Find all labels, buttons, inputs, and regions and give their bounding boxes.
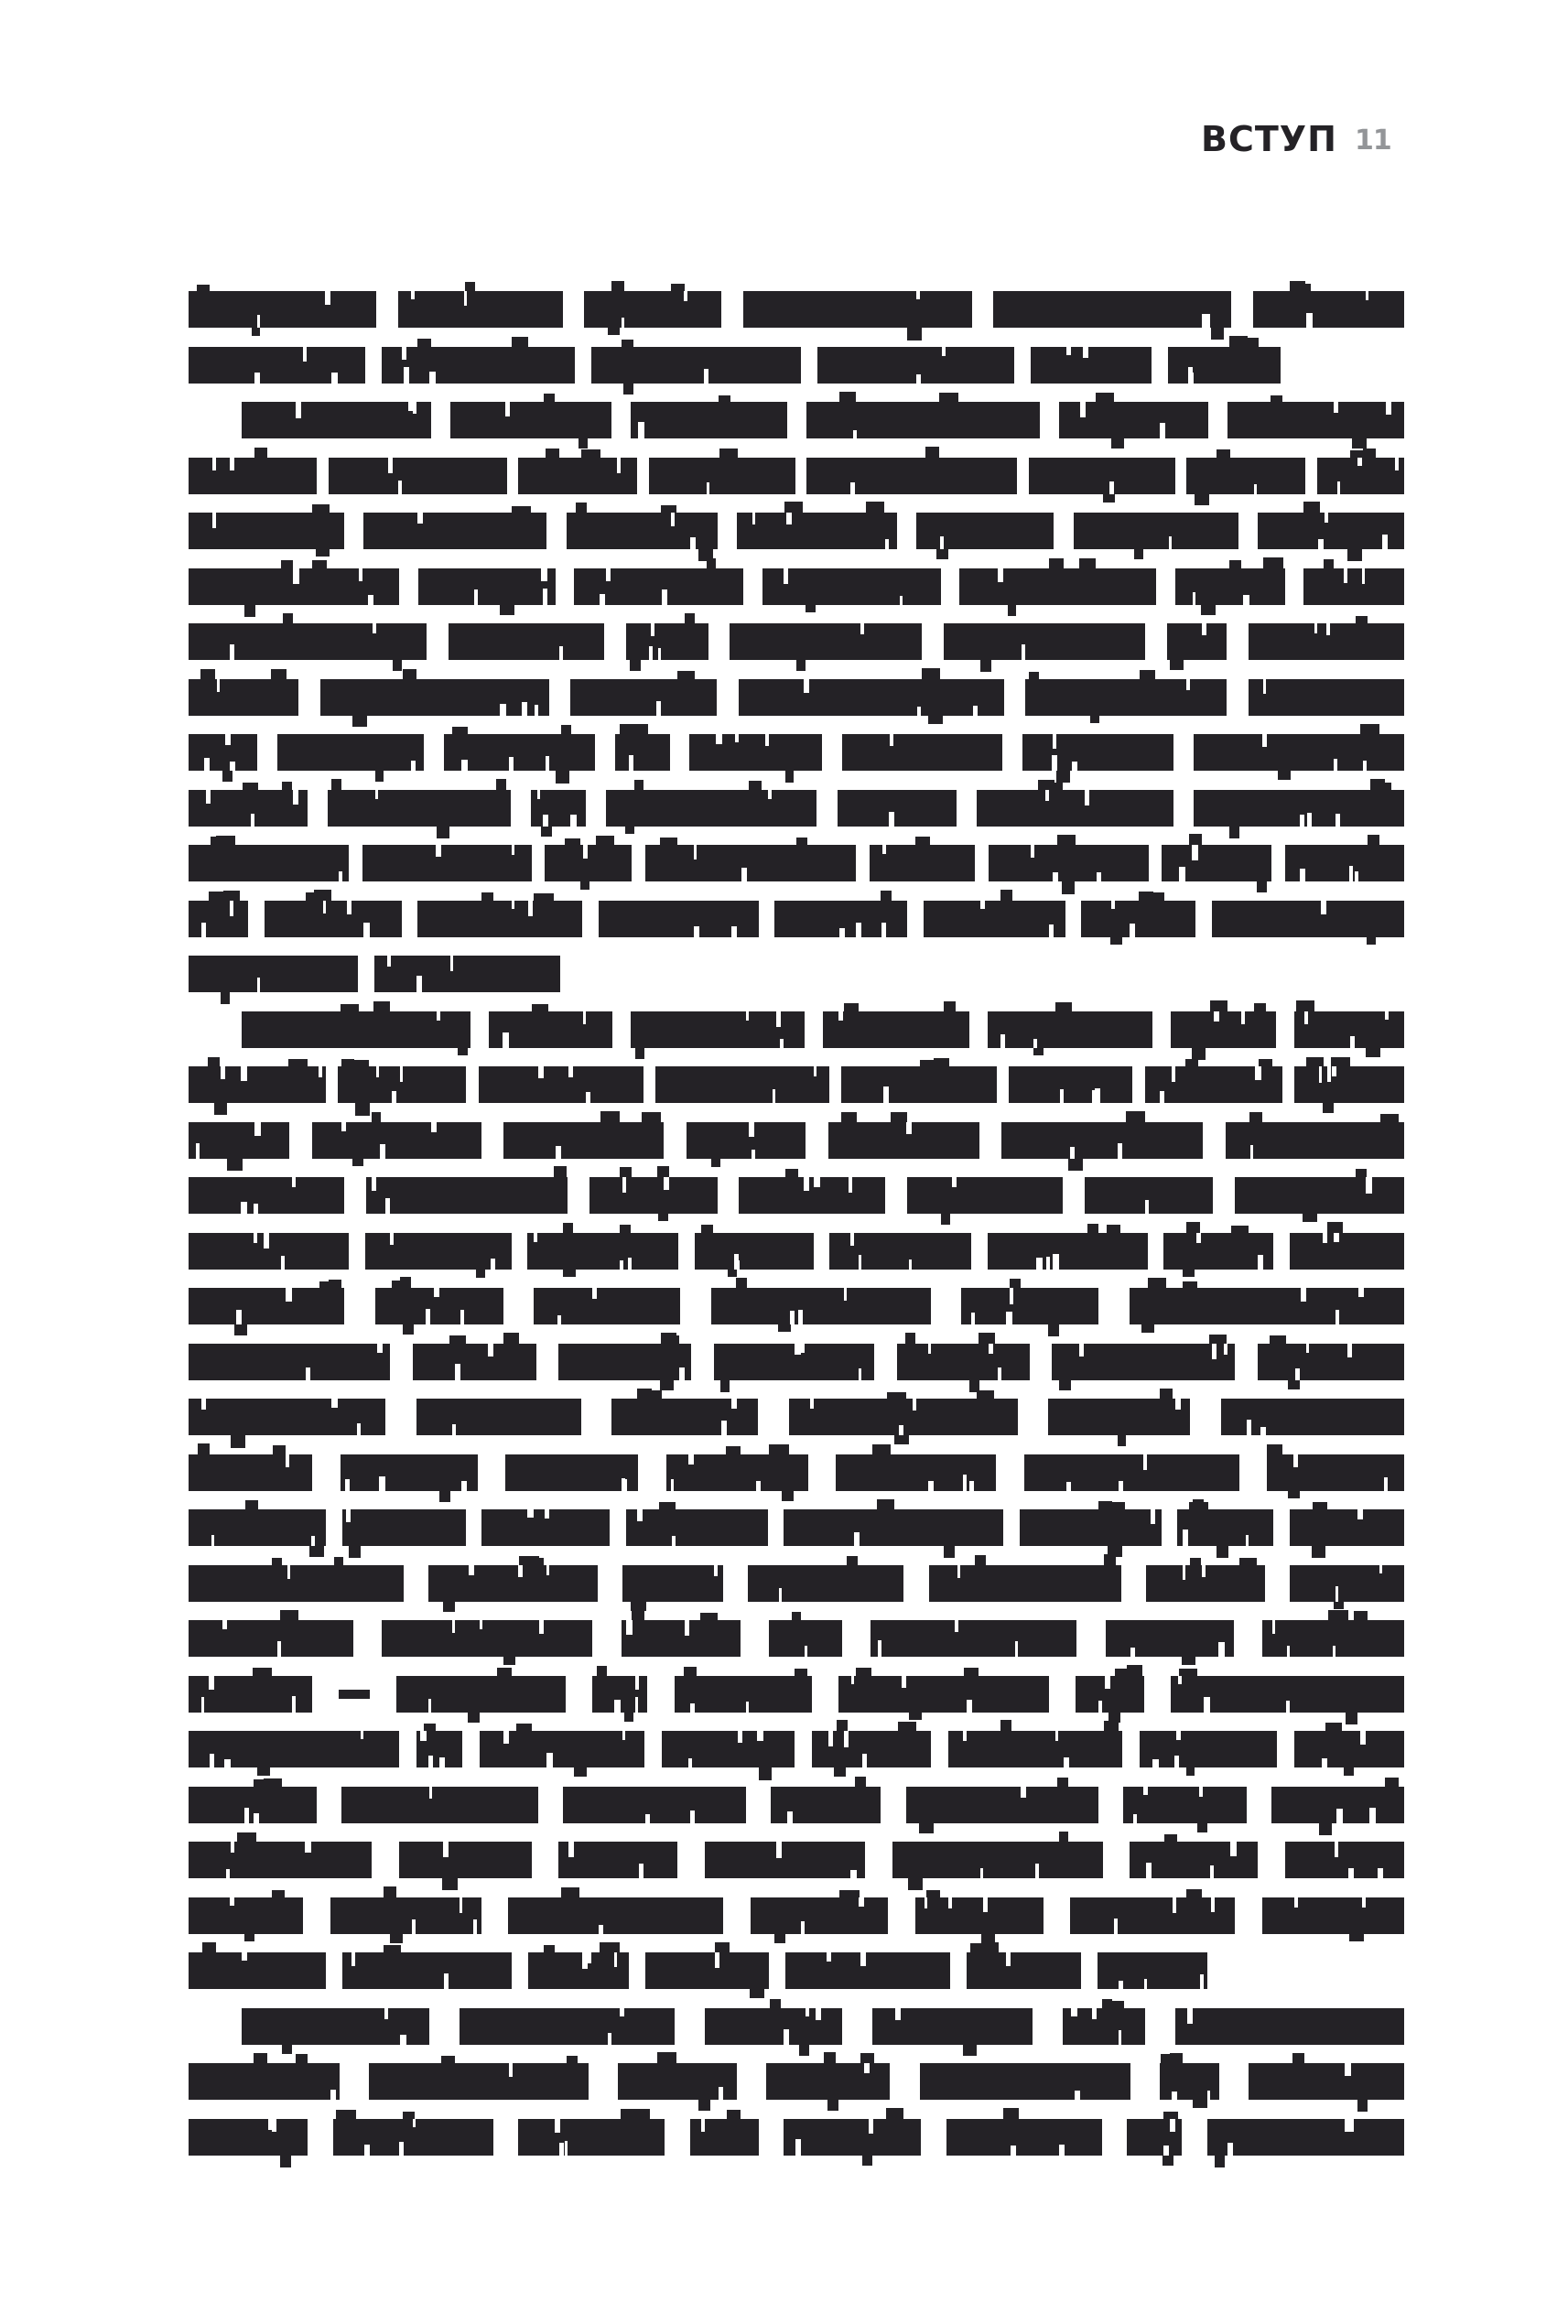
word-blob [277,734,424,771]
word-blob [1140,1731,1277,1767]
text-line [189,1454,1404,1491]
word-blob [766,2063,890,2100]
word-blob [737,513,897,549]
word-blob [382,347,575,384]
word-blob [1235,1177,1404,1214]
word-blob [892,1842,1103,1878]
word-blob [1194,790,1404,827]
word-blob [1167,623,1227,660]
word-blob [545,845,632,881]
word-blob [806,402,1040,438]
word-blob [365,1233,512,1270]
word-blob [333,2119,493,2156]
word-blob [1081,901,1195,937]
word-blob [534,1288,680,1324]
word-blob [915,1897,1044,1934]
word-blob [1249,679,1404,716]
word-blob [789,1399,1018,1435]
word-blob [592,1676,647,1713]
word-blob [977,790,1173,827]
word-blob [189,1177,344,1214]
word-blob [771,1787,881,1823]
text-line [189,2008,1404,2045]
word-blob [479,1066,643,1103]
word-blob [418,568,556,605]
word-blob [1262,1620,1404,1657]
word-blob [1290,1509,1404,1546]
word-blob [518,2119,665,2156]
text-line [189,2063,1404,2100]
word-blob [1162,845,1271,881]
word-blob [695,1233,814,1270]
word-blob [1227,402,1404,438]
text-line [189,1233,1404,1270]
word-blob [416,1731,462,1767]
word-blob [645,1952,769,1989]
word-blob [329,458,507,494]
word-blob [959,568,1156,605]
word-blob [622,1620,741,1657]
word-blob [1221,1399,1404,1435]
text-line [189,679,1404,716]
word-blob [626,623,708,660]
word-blob [618,2063,737,2100]
word-blob [558,1344,691,1380]
word-blob [460,2008,675,2045]
word-blob [690,2119,759,2156]
word-blob [662,1731,795,1767]
word-blob [611,1399,758,1435]
word-blob [265,901,402,937]
word-blob [730,623,922,660]
word-blob [739,679,1004,716]
word-blob [189,458,317,494]
word-blob [929,1565,1121,1602]
dash-blob [339,1690,370,1699]
word-blob [1267,1454,1404,1491]
word-blob [1031,347,1152,384]
word-blob [687,1122,806,1159]
text-line [189,1177,1404,1214]
word-blob [806,458,1017,494]
word-blob [871,1620,1076,1657]
word-blob [341,1454,478,1491]
running-head-title: ВСТУП [1201,119,1337,159]
word-blob [1249,623,1404,660]
word-blob [1127,2119,1182,2156]
word-blob [967,1952,1081,1989]
word-blob [563,1787,746,1823]
word-blob [812,1731,931,1767]
word-blob [829,1233,971,1270]
word-blob [748,1565,903,1602]
text-line [189,1897,1404,1934]
word-blob [417,901,582,937]
word-blob [527,1233,678,1270]
word-blob [1175,568,1285,605]
text-line [189,1288,1404,1324]
word-blob [508,1897,723,1934]
text-line [189,1565,1404,1602]
word-blob [1076,1676,1144,1713]
word-blob [189,1676,312,1713]
word-blob [1177,1509,1273,1546]
word-blob [189,1842,372,1878]
word-blob [189,347,365,384]
word-blob [505,1454,638,1491]
word-blob [330,1897,481,1934]
word-blob [320,679,549,716]
word-blob [242,2008,429,2045]
text-line [189,1066,1404,1103]
word-blob [920,2063,1130,2100]
word-blob [481,1509,610,1546]
word-blob [342,1509,466,1546]
text-line [189,1399,1404,1435]
word-blob [1168,347,1281,384]
word-blob [916,513,1054,549]
word-blob [870,845,975,881]
word-blob [769,1620,842,1657]
word-blob [1123,1787,1247,1823]
word-blob [1024,1454,1239,1491]
word-blob [574,568,743,605]
word-blob [1163,1233,1273,1270]
word-blob [1317,458,1404,494]
word-blob [342,1952,512,1989]
word-blob [907,1177,1063,1214]
word-blob [374,956,560,992]
word-blob [785,1952,950,1989]
word-blob [841,1066,997,1103]
word-blob [828,1122,979,1159]
text-line [189,1122,1404,1159]
text-line [189,347,1404,384]
word-blob [948,1731,1122,1767]
word-blob [1186,458,1305,494]
word-blob [369,2063,589,2100]
word-blob [189,513,344,549]
word-blob [189,1344,390,1380]
page-number: 11 [1355,124,1391,157]
word-blob [1029,458,1175,494]
text-line [189,1787,1404,1823]
word-blob [1085,1177,1213,1214]
word-blob [567,513,718,549]
word-blob [338,1066,466,1103]
word-blob [842,734,1002,771]
word-blob [1130,1842,1258,1878]
text-line [189,402,1404,438]
word-blob [428,1565,598,1602]
word-blob [1294,1011,1404,1048]
word-blob [328,790,511,827]
text-line [189,845,1404,881]
text-line [189,1620,1404,1657]
word-blob [362,845,532,881]
word-blob [817,347,1014,384]
word-blob [1226,1122,1404,1159]
text-line [189,1509,1404,1546]
word-blob [989,845,1149,881]
word-blob [189,291,376,328]
word-blob [1171,1011,1276,1048]
text-line [189,1952,1404,1989]
word-blob [1160,2063,1219,2100]
word-blob [189,1952,326,1989]
word-blob [762,568,941,605]
word-blob [1212,901,1404,937]
word-blob [784,2119,921,2156]
word-blob [705,1842,865,1878]
word-blob [784,1509,1003,1546]
word-blob [1258,513,1404,549]
word-blob [631,402,787,438]
word-blob [503,1122,664,1159]
text-line [189,1731,1404,1767]
word-blob [1207,2119,1404,2156]
word-blob [988,1233,1148,1270]
word-blob [823,1011,969,1048]
word-blob [1175,2008,1404,2045]
text-line [189,901,1404,937]
word-blob [189,1233,349,1270]
word-blob [399,1842,532,1878]
word-blob [375,1288,503,1324]
word-blob [838,1676,1049,1713]
word-blob [961,1288,1098,1324]
word-blob [1022,734,1173,771]
word-blob [189,1620,353,1657]
word-blob [1294,1731,1404,1767]
word-blob [312,1122,481,1159]
word-blob [714,1344,874,1380]
word-blob [1052,1344,1235,1380]
word-blob [1271,1787,1404,1823]
word-blob [189,568,399,605]
word-blob [242,402,431,438]
word-blob [382,1620,592,1657]
word-blob [946,2119,1102,2156]
word-blob [189,734,257,771]
word-blob [1253,291,1404,328]
word-blob [897,1344,1030,1380]
word-blob [1145,1066,1282,1103]
word-blob [189,1454,312,1491]
word-blob [398,291,563,328]
word-blob [363,513,546,549]
word-blob [1294,1066,1404,1103]
word-blob [649,458,795,494]
word-blob [906,1787,1098,1823]
word-blob [189,2119,308,2156]
word-blob [189,623,427,660]
word-blob [189,2063,340,2100]
word-blob [774,901,907,937]
word-blob [189,956,358,992]
word-blob [675,1676,812,1713]
word-blob [1098,1952,1207,1989]
word-blob [1290,1565,1404,1602]
word-blob [589,1177,718,1214]
word-blob [366,1177,568,1214]
word-blob [1001,1122,1203,1159]
word-blob [189,1066,326,1103]
word-blob [242,1011,470,1048]
word-blob [599,901,759,937]
word-blob [645,845,856,881]
word-blob [1130,1288,1404,1324]
text-line [189,1676,1404,1713]
word-blob [606,790,816,827]
word-blob [924,901,1065,937]
word-blob [189,1288,344,1324]
text-line [189,1011,1404,1048]
word-blob [450,402,611,438]
word-blob [1020,1509,1162,1546]
word-blob [1146,1565,1265,1602]
word-blob [838,790,957,827]
word-blob [1048,1399,1190,1435]
word-blob [189,1122,289,1159]
text-line [189,790,1404,827]
text-line [189,2119,1404,2156]
word-blob [584,291,721,328]
word-blob [558,1842,677,1878]
text-line [189,568,1404,605]
word-blob [189,1565,404,1602]
text-line [189,458,1404,494]
word-blob [528,1952,629,1989]
word-blob [1249,2063,1404,2100]
word-blob [872,2008,1033,2045]
text-line [189,1842,1404,1878]
word-blob [480,1731,644,1767]
text-line [189,623,1404,660]
word-blob [1070,1897,1235,1934]
word-blob [615,734,670,771]
word-blob [711,1288,931,1324]
word-blob [1025,679,1227,716]
word-blob [944,623,1145,660]
word-blob [189,845,349,881]
word-blob [993,291,1231,328]
word-blob [1106,1620,1234,1657]
text-line [189,291,1404,328]
word-blob [189,679,298,716]
word-blob [189,1897,303,1934]
text-line [189,513,1404,549]
word-blob [1171,1676,1404,1713]
word-blob [1074,513,1238,549]
word-blob [1258,1344,1404,1380]
word-blob [189,1731,399,1767]
word-blob [622,1565,723,1602]
word-blob [626,1509,768,1546]
word-blob [1285,1842,1404,1878]
word-blob [705,2008,842,2045]
word-blob [449,623,604,660]
word-blob [570,679,717,716]
word-blob [189,1787,317,1823]
text-line [189,956,1404,992]
word-blob [1194,734,1404,771]
word-blob [1303,568,1404,605]
word-blob [518,458,637,494]
word-blob [413,1344,536,1380]
word-blob [751,1897,888,1934]
word-blob [489,1011,612,1048]
word-blob [189,1399,385,1435]
word-blob [1009,1066,1132,1103]
word-blob [1290,1233,1404,1270]
word-blob [591,347,801,384]
word-blob [739,1177,885,1214]
word-blob [743,291,972,328]
text-line [189,734,1404,771]
word-blob [631,1011,805,1048]
word-blob [836,1454,996,1491]
word-blob [1285,845,1404,881]
word-blob [341,1787,538,1823]
word-blob [189,901,248,937]
word-blob [689,734,822,771]
word-blob [1059,402,1208,438]
word-blob [531,790,586,827]
word-blob [1262,1897,1404,1934]
word-blob [396,1676,566,1713]
body-text [189,291,1404,2174]
word-blob [666,1454,808,1491]
word-blob [1063,2008,1145,2045]
word-blob [189,1509,326,1546]
word-blob [416,1399,581,1435]
text-line [189,1344,1404,1380]
word-blob [444,734,595,771]
word-blob [655,1066,829,1103]
word-blob [988,1011,1152,1048]
word-blob [189,790,308,827]
